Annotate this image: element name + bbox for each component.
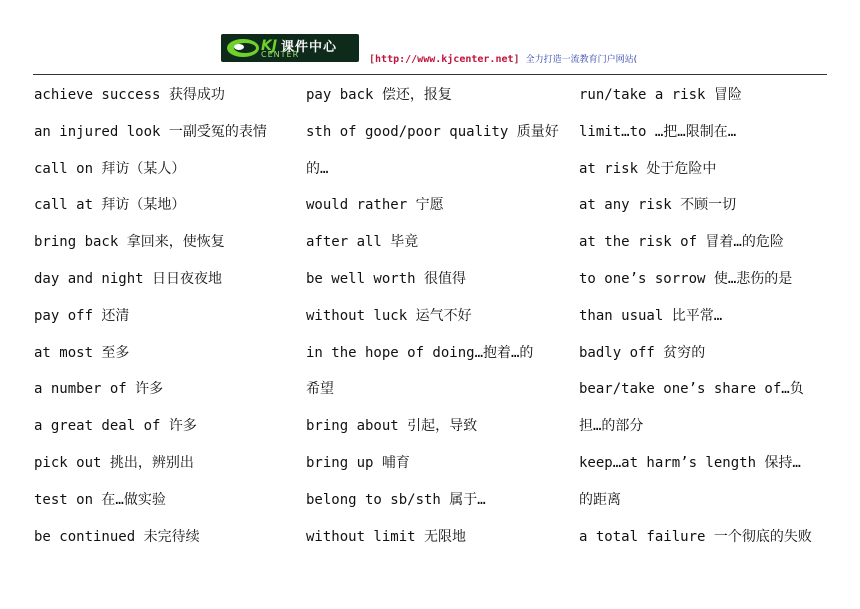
phrase-column-1 bbox=[34, 84, 296, 562]
page-header bbox=[0, 0, 860, 78]
site-url-link[interactable]: http://www.kjcenter.net bbox=[375, 54, 514, 65]
phrase-line: 的… bbox=[306, 160, 329, 177]
phrase-line: a number of 许多 bbox=[34, 381, 164, 398]
site-link-banner bbox=[369, 52, 637, 65]
phrase-line: would rather 宁愿 bbox=[306, 197, 444, 214]
phrase-line: at the risk of 冒着…的危险 bbox=[579, 234, 784, 251]
phrase-line: sth of good/poor quality 质量好 bbox=[306, 123, 559, 140]
phrase-line: 的距离 bbox=[579, 491, 621, 508]
phrase-line: belong to sb/sth 属于… bbox=[306, 491, 486, 508]
logo-brand-text: KJ bbox=[261, 38, 278, 54]
header-divider bbox=[33, 74, 827, 75]
phrase-line: bear/take one’s share of…负 bbox=[579, 381, 804, 398]
phrase-column-3 bbox=[579, 84, 841, 562]
phrase-line: be continued 未完待续 bbox=[34, 528, 200, 545]
phrase-line: limit…to …把…限制在… bbox=[579, 123, 737, 140]
bracket-open: [ bbox=[369, 54, 376, 65]
phrase-line: day and night 日日夜夜地 bbox=[34, 270, 223, 287]
phrase-line: a total failure 一个彻底的失败 bbox=[579, 528, 812, 545]
logo-title: 课件中心 bbox=[281, 40, 338, 55]
phrase-line: a great deal of 许多 bbox=[34, 418, 197, 435]
phrase-line: pick out 挑出，辨别出 bbox=[34, 454, 194, 471]
phrase-line: keep…at harm’s length 保持… bbox=[579, 454, 801, 471]
logo-center-text: CENTER bbox=[261, 50, 300, 59]
logo-swoosh-icon bbox=[225, 37, 261, 59]
phrase-line: at any risk 不顾一切 bbox=[579, 197, 737, 214]
phrase-line: test on 在…做实验 bbox=[34, 491, 166, 508]
site-slogan: 全力打造一流教育门户网站( bbox=[525, 55, 638, 65]
phrase-line: to one’s sorrow 使…悲伤的是 bbox=[579, 270, 793, 287]
phrase-line: achieve success 获得成功 bbox=[34, 87, 225, 103]
phrase-line: in the hope of doing…抱着…的 bbox=[306, 344, 534, 361]
phrase-line: 希望 bbox=[306, 381, 334, 398]
phrase-line: pay off 还清 bbox=[34, 307, 130, 324]
kjcenter-logo[interactable] bbox=[221, 34, 359, 62]
phrase-line: without limit 无限地 bbox=[306, 528, 467, 545]
bracket-close: ] bbox=[513, 54, 520, 65]
phrase-line: bring back 拿回来，使恢复 bbox=[34, 234, 225, 251]
phrase-line: call at 拜访（某地） bbox=[34, 197, 186, 214]
phrase-line: 担…的部分 bbox=[579, 418, 644, 435]
phrase-line: after all 毕竟 bbox=[306, 234, 419, 251]
phrase-line: at risk 处于危险中 bbox=[579, 160, 717, 177]
phrase-line: be well worth 很值得 bbox=[306, 270, 467, 287]
phrase-line: bring about 引起，导致 bbox=[306, 418, 478, 435]
phrase-line: pay back 偿还，报复 bbox=[306, 87, 452, 103]
phrase-line: without luck 运气不好 bbox=[306, 307, 472, 324]
phrase-line: bring up 哺育 bbox=[306, 454, 410, 471]
phrase-line: an injured look 一副受冤的表情 bbox=[34, 123, 267, 140]
phrase-line: run/take a risk 冒险 bbox=[579, 87, 742, 103]
phrase-column-2 bbox=[306, 84, 568, 562]
phrase-line: call on 拜访（某人） bbox=[34, 160, 186, 177]
phrase-line: at most 至多 bbox=[34, 344, 130, 361]
phrase-line: badly off 贫穷的 bbox=[579, 344, 706, 361]
phrase-line: than usual 比平常… bbox=[579, 307, 723, 324]
